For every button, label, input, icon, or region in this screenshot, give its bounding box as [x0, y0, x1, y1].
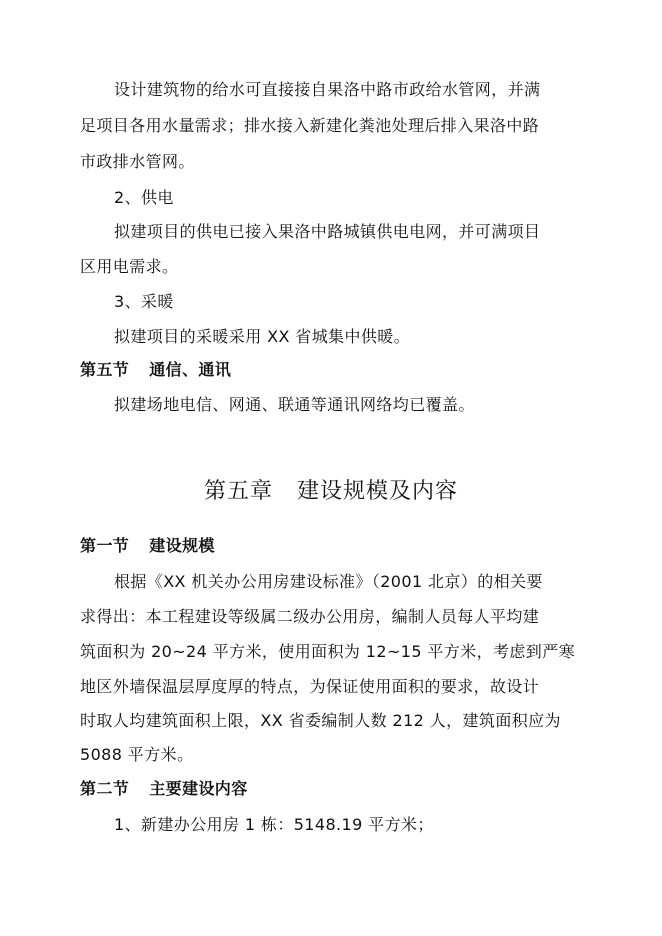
section-5-heading — [80, 360, 231, 380]
water-supply-line-3: 市政排水管网。 — [80, 152, 195, 171]
section-5-number: 第五节 — [80, 360, 130, 379]
chapter-number: 第五章 — [203, 479, 273, 504]
section-2-item-1: 1、新建办公用房 1 栋：5148.19 平方米； — [114, 815, 434, 834]
section-1-line-4: 地区外墙保温层厚度厚的特点，为保证使用面积的要求，故设计 — [80, 677, 540, 696]
water-supply-line-1: 设计建筑物的给水可直接接自果洛中路市政给水管网，并满 — [114, 80, 541, 99]
heating-heading: 3、采暖 — [114, 292, 174, 311]
power-line-2: 区用电需求。 — [80, 257, 179, 276]
section-1-line-2: 求得出：本工程建设等级属二级办公用房，编制人员每人平均建 — [80, 607, 540, 626]
section-2-heading — [80, 779, 248, 799]
section-1-line-6: 5088 平方米。 — [80, 745, 194, 764]
section-1-line-3: 筑面积为 20~24 平方米，使用面积为 12~15 平方米，考虑到严寒 — [80, 642, 575, 661]
power-heading: 2、供电 — [114, 188, 174, 207]
section-5-title: 通信、通讯 — [149, 360, 232, 379]
section-1-title: 建设规模 — [149, 536, 215, 555]
section-5-text: 拟建场地电信、网通、联通等通讯网络均已覆盖。 — [114, 395, 475, 414]
chapter-title — [0, 478, 662, 506]
section-1-heading — [80, 536, 215, 556]
section-1-line-1: 根据《XX 机关办公用房建设标准》（2001 北京）的相关要 — [114, 572, 543, 591]
section-1-line-5: 时取人均建筑面积上限，XX 省委编制人数 212 人，建筑面积应为 — [80, 711, 561, 730]
water-supply-line-2: 足项目各用水量需求；排水接入新建化粪池处理后排入果洛中路 — [80, 116, 540, 135]
chapter-name: 建设规模及内容 — [297, 479, 459, 504]
power-line-1: 拟建项目的供电已接入果洛中路城镇供电电网，并可满项目 — [114, 222, 541, 241]
section-1-number: 第一节 — [80, 536, 130, 555]
section-2-number: 第二节 — [80, 779, 130, 798]
heating-text: 拟建项目的采暖采用 XX 省城集中供暖。 — [114, 327, 411, 346]
section-2-title: 主要建设内容 — [149, 779, 248, 798]
